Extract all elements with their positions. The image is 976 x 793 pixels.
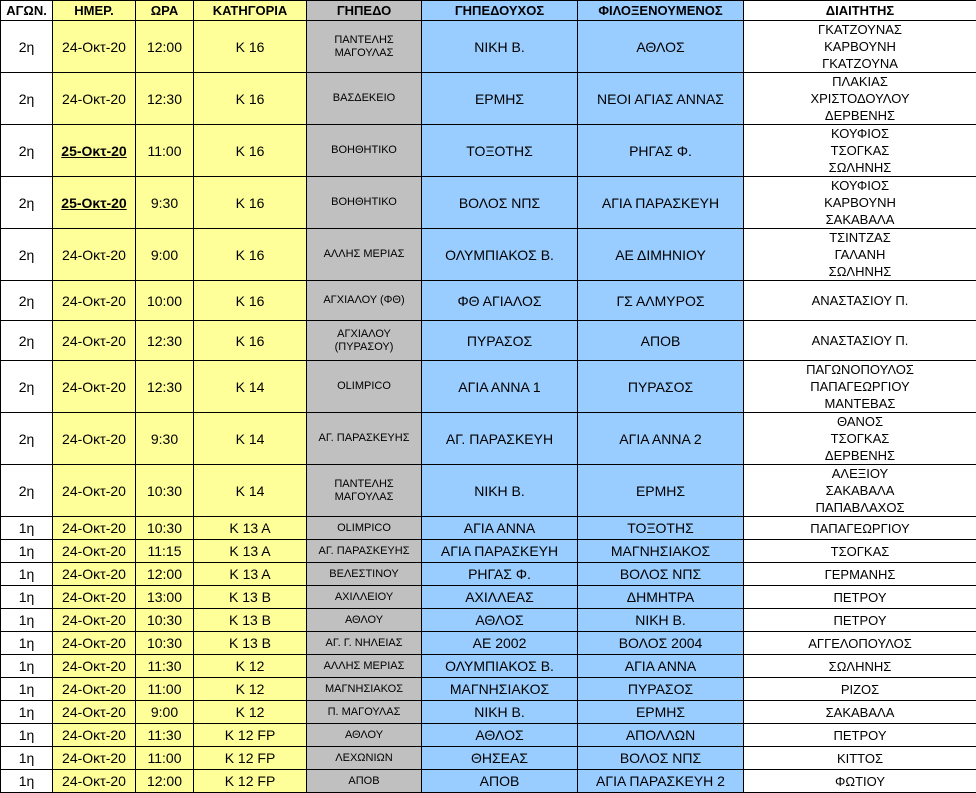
referee-name: ΚΑΡΒΟΥΝΗ (745, 194, 975, 211)
time-cell: 12:00 (136, 21, 194, 73)
referee-name: ΠΕΤΡΟΥ (745, 612, 975, 629)
home-team-cell: ΠΥΡΑΣΟΣ (422, 321, 578, 361)
referees-cell (744, 177, 976, 229)
referee-name: ΠΕΤΡΟΥ (745, 589, 975, 606)
time-cell: 9:30 (136, 177, 194, 229)
referee-name: ΑΝΑΣΤΑΣΙΟΥ Π. (745, 292, 975, 309)
referee-name: ΓΕΡΜΑΝΗΣ (745, 566, 975, 583)
date-cell: 24-Οκτ-20 (53, 563, 136, 586)
away-team-cell: ΕΡΜΗΣ (578, 701, 744, 724)
referee-name: ΓΚΑΤΖΟΥΝΑΣ (745, 21, 975, 38)
referee-name: ΣΩΛΗΝΗΣ (745, 159, 975, 176)
home-team-cell: ΝΙΚΗ Β. (422, 21, 578, 73)
time-cell: 12:30 (136, 73, 194, 125)
category-cell: Κ 13 Α (194, 563, 307, 586)
referee-name: ΠΑΠΑΒΛΑΧΟΣ (745, 499, 975, 516)
date-cell: 24-Οκτ-20 (53, 632, 136, 655)
category-cell: Κ 12 FP (194, 770, 307, 793)
referees-cell (744, 770, 976, 793)
referees-cell (744, 361, 976, 413)
venue-cell: ΑΓ. Γ. ΝΗΛΕΙΑΣ (307, 632, 422, 655)
referee-name: ΣΩΛΗΝΗΣ (745, 263, 975, 280)
round-cell: 2η (1, 229, 53, 281)
category-cell: Κ 16 (194, 321, 307, 361)
table-row (1, 125, 976, 177)
category-cell: Κ 16 (194, 281, 307, 321)
round-cell: 2η (1, 413, 53, 465)
referees-cell (744, 655, 976, 678)
referee-name: ΣΑΚΑΒΑΛΑ (745, 211, 975, 228)
home-team-cell: ΝΙΚΗ Β. (422, 701, 578, 724)
date-cell: 24-Οκτ-20 (53, 73, 136, 125)
round-cell: 1η (1, 770, 53, 793)
venue-cell: ΑΛΛΗΣ ΜΕΡΙΑΣ (307, 655, 422, 678)
round-cell: 2η (1, 361, 53, 413)
venue-cell: ΑΛΛΗΣ ΜΕΡΙΑΣ (307, 229, 422, 281)
referees-cell (744, 281, 976, 321)
time-cell: 11:30 (136, 724, 194, 747)
home-team-cell: ΝΙΚΗ Β. (422, 465, 578, 517)
referees-cell (744, 747, 976, 770)
away-team-cell: ΑΓΙΑ ΠΑΡΑΣΚΕΥΗ 2 (578, 770, 744, 793)
date-cell: 24-Οκτ-20 (53, 413, 136, 465)
round-cell: 1η (1, 609, 53, 632)
home-team-cell: ΦΘ ΑΓΙΑΛΟΣ (422, 281, 578, 321)
venue-cell: Π. ΜΑΓΟΥΛΑΣ (307, 701, 422, 724)
referee-name: ΔΕΡΒΕΝΗΣ (745, 107, 975, 124)
venue-cell: ΑΓΧΙΑΛΟΥ (ΦΘ) (307, 281, 422, 321)
away-team-cell: ΒΟΛΟΣ ΝΠΣ (578, 747, 744, 770)
home-team-cell: ΜΑΓΝΗΣΙΑΚΟΣ (422, 678, 578, 701)
away-team-cell: ΒΟΛΟΣ ΝΠΣ (578, 563, 744, 586)
category-cell: Κ 12 FP (194, 724, 307, 747)
table-row (1, 540, 976, 563)
time-cell: 9:00 (136, 229, 194, 281)
category-cell: Κ 16 (194, 73, 307, 125)
time-cell: 12:30 (136, 361, 194, 413)
table-row (1, 73, 976, 125)
table-row (1, 361, 976, 413)
venue-cell: ΛΕΧΩΝΙΩΝ (307, 747, 422, 770)
home-team-cell: ΤΟΞΟΤΗΣ (422, 125, 578, 177)
referee-name: ΤΣΟΓΚΑΣ (745, 543, 975, 560)
table-row (1, 321, 976, 361)
date-cell: 24-Οκτ-20 (53, 678, 136, 701)
round-cell: 2η (1, 321, 53, 361)
home-team-cell: ΑΘΛΟΣ (422, 724, 578, 747)
table-row (1, 517, 976, 540)
home-team-cell: ΒΟΛΟΣ ΝΠΣ (422, 177, 578, 229)
category-cell: Κ 12 (194, 655, 307, 678)
referee-name: ΘΑΝΟΣ (745, 413, 975, 430)
category-cell: Κ 14 (194, 361, 307, 413)
venue-cell: ΒΟΗΘΗΤΙΚΟ (307, 177, 422, 229)
table-row (1, 632, 976, 655)
referees-cell (744, 125, 976, 177)
round-cell: 2η (1, 125, 53, 177)
category-cell: Κ 12 FP (194, 747, 307, 770)
round-cell: 1η (1, 747, 53, 770)
home-team-cell: ΟΛΥΜΠΙΑΚΟΣ Β. (422, 655, 578, 678)
date-cell: 24-Οκτ-20 (53, 655, 136, 678)
referees-cell (744, 321, 976, 361)
date-cell: 24-Οκτ-20 (53, 361, 136, 413)
referee-name: ΠΛΑΚΙΑΣ (745, 73, 975, 90)
away-team-cell: ΓΣ ΑΛΜΥΡΟΣ (578, 281, 744, 321)
referees-cell (744, 586, 976, 609)
time-cell: 10:30 (136, 517, 194, 540)
away-team-cell: ΑΓΙΑ ΑΝΝΑ (578, 655, 744, 678)
away-team-cell: ΑΘΛΟΣ (578, 21, 744, 73)
away-team-cell: ΑΠΟΒ (578, 321, 744, 361)
home-team-cell: ΑΕ 2002 (422, 632, 578, 655)
rescheduled-date: 25-Οκτ-20 (61, 143, 126, 159)
away-team-cell: ΑΓΙΑ ΑΝΝΑ 2 (578, 413, 744, 465)
date-cell: 24-Οκτ-20 (53, 517, 136, 540)
category-cell: Κ 16 (194, 21, 307, 73)
time-cell: 10:30 (136, 632, 194, 655)
home-team-cell: ΑΧΙΛΛΕΑΣ (422, 586, 578, 609)
category-cell: Κ 14 (194, 465, 307, 517)
date-cell: 24-Οκτ-20 (53, 747, 136, 770)
date-cell: 24-Οκτ-20 (53, 609, 136, 632)
header-venue: ΓΗΠΕΔΟ (307, 1, 422, 21)
round-cell: 2η (1, 177, 53, 229)
date-cell: 24-Οκτ-20 (53, 770, 136, 793)
referee-name: ΣΩΛΗΝΗΣ (745, 658, 975, 675)
date-cell (53, 177, 136, 229)
referee-name: ΣΑΚΑΒΑΛΑ (745, 482, 975, 499)
table-row (1, 655, 976, 678)
referee-name: ΦΩΤΙΟΥ (745, 773, 975, 790)
venue-cell: OLIMPICO (307, 361, 422, 413)
referees-cell (744, 609, 976, 632)
referee-name: ΜΑΝΤΕΒΑΣ (745, 395, 975, 412)
round-cell: 1η (1, 724, 53, 747)
table-row (1, 770, 976, 793)
referees-cell (744, 413, 976, 465)
category-cell: Κ 13 Β (194, 609, 307, 632)
time-cell: 10:00 (136, 281, 194, 321)
table-row (1, 701, 976, 724)
table-row (1, 465, 976, 517)
category-cell: Κ 13 Β (194, 586, 307, 609)
date-cell: 24-Οκτ-20 (53, 321, 136, 361)
home-team-cell: ΕΡΜΗΣ (422, 73, 578, 125)
category-cell: Κ 14 (194, 413, 307, 465)
away-team-cell: ΠΥΡΑΣΟΣ (578, 678, 744, 701)
round-cell: 1η (1, 655, 53, 678)
referees-cell (744, 229, 976, 281)
venue-cell: ΒΟΗΘΗΤΙΚΟ (307, 125, 422, 177)
header-referees: ΔΙΑΙΤΗΤΗΣ (744, 1, 976, 21)
away-team-cell: ΝΙΚΗ Β. (578, 609, 744, 632)
referee-name: ΑΓΓΕΛΟΠΟΥΛΟΣ (745, 635, 975, 652)
referee-name: ΤΣΙΝΤΖΑΣ (745, 229, 975, 246)
referees-cell (744, 563, 976, 586)
referee-name: ΑΝΑΣΤΑΣΙΟΥ Π. (745, 332, 975, 349)
home-team-cell: ΑΓ. ΠΑΡΑΣΚΕΥΗ (422, 413, 578, 465)
round-cell: 2η (1, 281, 53, 321)
venue-cell: ΑΓ. ΠΑΡΑΣΚΕΥΗΣ (307, 540, 422, 563)
referees-cell (744, 465, 976, 517)
header-away-team: ΦΙΛΟΞΕΝΟΥΜΕΝΟΣ (578, 1, 744, 21)
time-cell: 12:30 (136, 321, 194, 361)
time-cell: 12:00 (136, 770, 194, 793)
home-team-cell: ΘΗΣΕΑΣ (422, 747, 578, 770)
venue-cell: ΜΑΓΝΗΣΙΑΚΟΣ (307, 678, 422, 701)
category-cell: Κ 16 (194, 125, 307, 177)
date-cell: 24-Οκτ-20 (53, 540, 136, 563)
table-row (1, 724, 976, 747)
away-team-cell: ΡΗΓΑΣ Φ. (578, 125, 744, 177)
time-cell: 11:00 (136, 747, 194, 770)
venue-cell: ΒΑΣΔΕΚΕΙΟ (307, 73, 422, 125)
time-cell: 11:00 (136, 125, 194, 177)
category-cell: Κ 13 Α (194, 517, 307, 540)
referees-cell (744, 632, 976, 655)
home-team-cell: ΡΗΓΑΣ Φ. (422, 563, 578, 586)
table-row (1, 281, 976, 321)
header-home-team: ΓΗΠΕΔΟΥΧΟΣ (422, 1, 578, 21)
home-team-cell: ΑΓΙΑ ΑΝΝΑ 1 (422, 361, 578, 413)
away-team-cell: ΑΓΙΑ ΠΑΡΑΣΚΕΥΗ (578, 177, 744, 229)
date-cell: 24-Οκτ-20 (53, 229, 136, 281)
time-cell: 13:00 (136, 586, 194, 609)
date-cell: 24-Οκτ-20 (53, 465, 136, 517)
time-cell: 11:15 (136, 540, 194, 563)
referees-cell (744, 21, 976, 73)
table-row (1, 229, 976, 281)
round-cell: 1η (1, 540, 53, 563)
away-team-cell: ΤΟΞΟΤΗΣ (578, 517, 744, 540)
date-cell: 24-Οκτ-20 (53, 701, 136, 724)
category-cell: Κ 13 Α (194, 540, 307, 563)
away-team-cell: ΑΕ ΔΙΜΗΝΙΟΥ (578, 229, 744, 281)
round-cell: 1η (1, 517, 53, 540)
time-cell: 11:00 (136, 678, 194, 701)
referee-name: ΧΡΙΣΤΟΔΟΥΛΟΥ (745, 90, 975, 107)
home-team-cell: ΑΠΟΒ (422, 770, 578, 793)
away-team-cell: ΕΡΜΗΣ (578, 465, 744, 517)
round-cell: 1η (1, 701, 53, 724)
category-cell: Κ 13 Β (194, 632, 307, 655)
referee-name: ΓΑΛΑΝΗ (745, 246, 975, 263)
round-cell: 2η (1, 465, 53, 517)
venue-cell: OLIMPICO (307, 517, 422, 540)
referee-name: ΠΑΠΑΓΕΩΡΓΙΟΥ (745, 520, 975, 537)
referees-cell (744, 678, 976, 701)
time-cell: 9:30 (136, 413, 194, 465)
referee-name: ΤΣΟΓΚΑΣ (745, 430, 975, 447)
referee-name: ΑΛΕΞΙΟΥ (745, 465, 975, 482)
referee-name: ΠΑΓΩΝΟΠΟΥΛΟΣ (745, 361, 975, 378)
referees-cell (744, 540, 976, 563)
referee-name: ΔΕΡΒΕΝΗΣ (745, 447, 975, 464)
referees-cell (744, 517, 976, 540)
venue-cell: ΠΑΝΤΕΛΗΣ ΜΑΓΟΥΛΑΣ (307, 21, 422, 73)
venue-cell: ΑΘΛΟΥ (307, 609, 422, 632)
rescheduled-date: 25-Οκτ-20 (61, 195, 126, 211)
referee-name: ΤΣΟΓΚΑΣ (745, 142, 975, 159)
round-cell: 2η (1, 73, 53, 125)
header-row (1, 1, 976, 21)
referee-name: ΚΟΥΦΙΟΣ (745, 125, 975, 142)
venue-cell: ΑΘΛΟΥ (307, 724, 422, 747)
round-cell: 1η (1, 586, 53, 609)
time-cell: 10:30 (136, 609, 194, 632)
table-row (1, 21, 976, 73)
table-row (1, 609, 976, 632)
table-row (1, 177, 976, 229)
time-cell: 9:00 (136, 701, 194, 724)
table-row (1, 563, 976, 586)
header-date: ΗΜΕΡ. (53, 1, 136, 21)
referee-name: ΚΟΥΦΙΟΣ (745, 177, 975, 194)
away-team-cell: ΝΕΟΙ ΑΓΙΑΣ ΑΝΝΑΣ (578, 73, 744, 125)
referee-name: ΓΚΑΤΖΟΥΝΑ (745, 55, 975, 72)
home-team-cell: ΑΓΙΑ ΑΝΝΑ (422, 517, 578, 540)
date-cell (53, 125, 136, 177)
round-cell: 2η (1, 21, 53, 73)
header-round: ΑΓΩΝ. (1, 1, 53, 21)
time-cell: 10:30 (136, 465, 194, 517)
away-team-cell: ΜΑΓΝΗΣΙΑΚΟΣ (578, 540, 744, 563)
referee-name: ΣΑΚΑΒΑΛΑ (745, 704, 975, 721)
away-team-cell: ΔΗΜΗΤΡΑ (578, 586, 744, 609)
home-team-cell: ΑΘΛΟΣ (422, 609, 578, 632)
date-cell: 24-Οκτ-20 (53, 724, 136, 747)
time-cell: 11:30 (136, 655, 194, 678)
round-cell: 1η (1, 678, 53, 701)
table-row (1, 586, 976, 609)
venue-cell: ΑΓ. ΠΑΡΑΣΚΕΥΗΣ (307, 413, 422, 465)
referees-cell (744, 724, 976, 747)
referee-name: ΠΑΠΑΓΕΩΡΓΙΟΥ (745, 378, 975, 395)
header-category: ΚΑΤΗΓΟΡΙΑ (194, 1, 307, 21)
table-row (1, 413, 976, 465)
table-row (1, 747, 976, 770)
venue-cell: ΒΕΛΕΣΤΙΝΟΥ (307, 563, 422, 586)
round-cell: 1η (1, 563, 53, 586)
venue-cell: ΑΓΧΙΑΛΟΥ (ΠΥΡΑΣΟΥ) (307, 321, 422, 361)
referee-name: ΡΙΖΟΣ (745, 681, 975, 698)
category-cell: Κ 12 (194, 701, 307, 724)
table-row (1, 678, 976, 701)
category-cell: Κ 12 (194, 678, 307, 701)
home-team-cell: ΑΓΙΑ ΠΑΡΑΣΚΕΥΗ (422, 540, 578, 563)
referees-cell (744, 73, 976, 125)
date-cell: 24-Οκτ-20 (53, 586, 136, 609)
away-team-cell: ΒΟΛΟΣ 2004 (578, 632, 744, 655)
home-team-cell: ΟΛΥΜΠΙΑΚΟΣ Β. (422, 229, 578, 281)
referee-name: ΚΑΡΒΟΥΝΗ (745, 38, 975, 55)
referees-cell (744, 701, 976, 724)
venue-cell: ΑΠΟΒ (307, 770, 422, 793)
away-team-cell: ΠΥΡΑΣΟΣ (578, 361, 744, 413)
date-cell: 24-Οκτ-20 (53, 281, 136, 321)
schedule-body (1, 21, 976, 793)
referee-name: ΚΙΤΤΟΣ (745, 750, 975, 767)
time-cell: 12:00 (136, 563, 194, 586)
date-cell: 24-Οκτ-20 (53, 21, 136, 73)
category-cell: Κ 16 (194, 177, 307, 229)
referee-name: ΠΕΤΡΟΥ (745, 727, 975, 744)
away-team-cell: ΑΠΟΛΛΩΝ (578, 724, 744, 747)
round-cell: 1η (1, 632, 53, 655)
header-time: ΩΡΑ (136, 1, 194, 21)
category-cell: Κ 16 (194, 229, 307, 281)
venue-cell: ΠΑΝΤΕΛΗΣ ΜΑΓΟΥΛΑΣ (307, 465, 422, 517)
venue-cell: ΑΧΙΛΛΕΙΟΥ (307, 586, 422, 609)
